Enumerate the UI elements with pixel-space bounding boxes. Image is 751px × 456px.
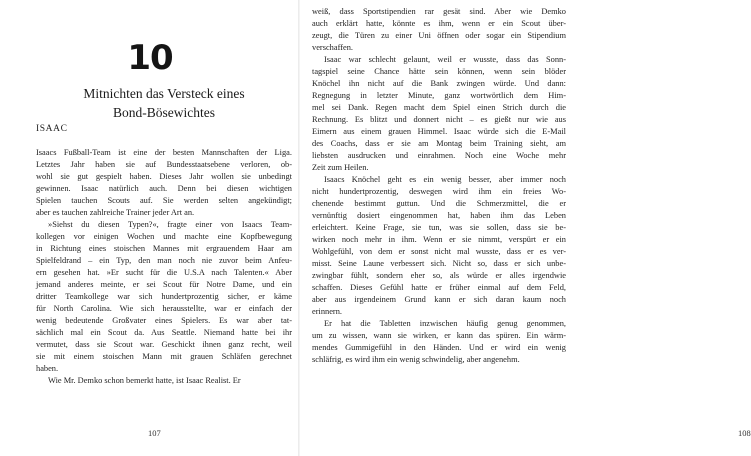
- text-line: um zu wissen, wann sie wirken, er kann das spüren. Ein wärm-: [312, 331, 566, 340]
- text-line: Regnegung in letzter Minute, ganz wortwörtlich dem Him-: [312, 91, 566, 100]
- text-line: Rechnung. Es blitzt und donnert nicht – es gießt nur wie aus: [312, 115, 566, 124]
- text-line: Letztes Jahr haben sie auf Bundesstaatsebene verloren, ob-: [36, 160, 292, 169]
- text-line: mendes Gummigefühl in den Händen. Und er wird ein wenig: [312, 343, 566, 352]
- text-line: vermutet, dass sie Scout war. Geschickt ihnen ganz recht, weil: [36, 340, 292, 349]
- text-line: wenig bedeutende Großvater eines Spielers. Es war aber tat-: [36, 316, 292, 325]
- text-line: schaffen. Dieses Gefühl hatte er früher einmal auf dem Feld,: [312, 283, 566, 292]
- text-line: des Coachs, dass er sie am Montag beim Training sieht, am: [312, 139, 566, 148]
- text-line: aber es tauchen zahlreiche Trainer jeder Art an.: [36, 208, 195, 217]
- text-line: jemand anderes meinte, er sei Scout für Notre Dame, und ein: [36, 280, 292, 289]
- text-line: erleichtert. Keine Frage, sie tun, was sie sollen, dass sie be-: [312, 223, 566, 232]
- text-line: haben.: [36, 364, 59, 373]
- text-line: Eimern aus einem grauen Himmel. Isaac würde sich die E-Mail: [312, 127, 566, 136]
- text-line: liebsten ausdrucken und einrahmen. Noch eine Woche mehr: [312, 151, 566, 160]
- text-line: Wohlgefühl, von dem er sonst nicht mal wusste, dass er es ver-: [312, 247, 566, 256]
- text-line: Knöchel ihn nicht auf die Bank zwingen würde. Und dann:: [312, 79, 566, 88]
- text-line: in Richtung eines stoischen Mannes mit ergrauendem Haar am: [36, 244, 292, 253]
- chapter-title: [36, 84, 292, 122]
- text-line: sie mit einem stoischen Mann mit grauen Schläfen gerechnet: [36, 352, 292, 361]
- text-line: aber aus irgendeinem Grund kann er sich daran kaum noch: [312, 295, 566, 304]
- right-page-body: [312, 6, 566, 366]
- text-line: erinnern.: [312, 307, 342, 316]
- text-line: Wie Mr. Demko schon bemerkt hatte, ist Isaac Realist. Er: [48, 376, 241, 385]
- text-line: schläfrig, es wird ihm ein wenig schwindelig, aber angenehm.: [312, 355, 520, 364]
- chapter-number: 10: [127, 38, 173, 78]
- text-line: ern gesehen hat. »Er sucht für die U.S.A nach Talenten.« Aber: [36, 268, 292, 277]
- text-line: sächlich mal ein Scout da. Aus Seattle. Niemand hatte bei ihr: [36, 328, 292, 337]
- text-line: »Siehst du diesen Typen?«, fragte einer von Isaacs Team-: [48, 220, 292, 229]
- text-line: weiß, dass Sportstipendien rar gesät sind. Aber wie Demko: [312, 7, 566, 16]
- pov-label: ISAAC: [36, 124, 68, 134]
- text-line: Spielfeldrand – ein Typ, den man noch nie zuvor beim Anfeu-: [36, 256, 292, 265]
- text-line: misst. Seine Laune verbessert sich. Nicht so, dass er sich unbe-: [312, 259, 566, 268]
- text-line: auch erklärt hatte, könnte es ihm, wenn er ein Scout über-: [312, 19, 566, 28]
- text-line: Isaac war schlecht gelaunt, weil er wusste, dass das Sonn-: [324, 55, 566, 64]
- text-line: dritter Teamkollege war sich hundertprozentig sicher, er käme: [36, 292, 292, 301]
- text-line: zwingbar fühlt, sondern eher so, als würde er alles irgendwie: [312, 271, 566, 280]
- text-line: zeugt, die Türen zu einer Uni öffnen oder sogar ein Stipendium: [312, 31, 566, 40]
- text-line: wohl sie gut gespielt haben. Dieses Jahr wollen sie unbedingt: [36, 172, 292, 181]
- text-line: verschaffen.: [312, 43, 353, 52]
- page-number-right: 108: [738, 428, 751, 438]
- chapter-title-line: Bond-Bösewichtes: [113, 105, 215, 120]
- text-line: mel sei Dank. Regen macht dem Spiel einen Strich durch die: [312, 103, 566, 112]
- text-line: Isaacs Fußball-Team ist eine der besten Mannschaften der Liga.: [36, 148, 292, 157]
- text-line: Zeit zum Heilen.: [312, 163, 369, 172]
- left-page-body: [36, 147, 292, 387]
- text-line: tagspiel seine Chance hätte sein können, wenn sein blöder: [312, 67, 566, 76]
- page-number-left: 107: [148, 428, 161, 438]
- text-line: nicht hundertprozentig, deswegen wird ihm ein freies Wo-: [312, 187, 566, 196]
- text-line: Er hat die Tabletten inzwischen häufig genug genommen,: [324, 319, 566, 328]
- text-line: gewinnen. Isaac natürlich auch. Denn bei diesen wichtigen: [36, 184, 292, 193]
- text-line: wirken noch mehr in ihm. Wenn er sie nimmt, verspürt er ein: [312, 235, 566, 244]
- text-line: für North Carolina. Wie sich herausstellte, war er einfach der: [36, 304, 292, 313]
- chapter-title-line: Mitnichten das Versteck eines: [83, 86, 245, 101]
- text-line: kollegen vor einigen Wochen und machte eine Kopfbewegung: [36, 232, 292, 241]
- text-line: Isaacs Knöchel geht es ein wenig besser, aber immer noch: [324, 175, 566, 184]
- left-page: [0, 0, 300, 456]
- text-line: Spielen tauchen Scouts auf. Sie werden selten angekündigt;: [36, 196, 292, 205]
- text-line: chenende bestimmt guttun. Und die Schmerzmittel, die er: [312, 199, 566, 208]
- text-line: vernünftig dosiert eingenommen hat, haben ihm das Leben: [312, 211, 566, 220]
